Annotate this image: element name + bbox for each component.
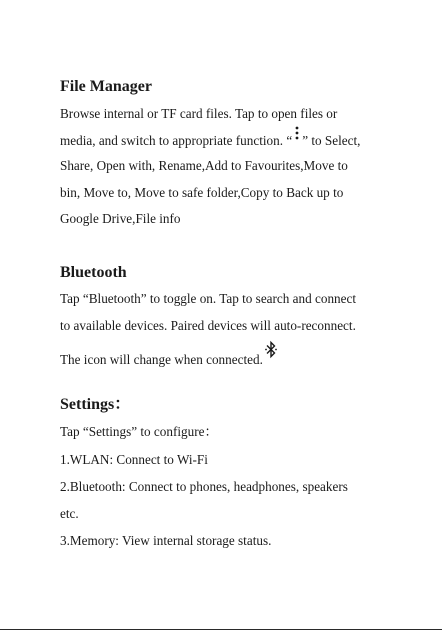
file-manager-text-line-4: bin, Move to, Move to safe folder,Copy to Back up to [60,185,344,200]
bluetooth-text-line-3-text: The icon will change when connected. [60,352,263,367]
settings-item-bluetooth: 2.Bluetooth: Connect to phones, headphones, speakers [60,479,348,494]
settings-item-bluetooth-continued: etc. [60,506,79,521]
bluetooth-connected-icon [265,340,277,360]
file-manager-heading: File Manager [60,78,152,95]
settings-item-memory: 3.Memory: View internal storage status. [60,533,272,548]
settings-item-wlan: 1.WLAN: Connect to Wi-Fi [60,452,208,467]
page-bottom-rule [0,629,442,630]
three-dots-vertical-icon [294,126,300,140]
file-manager-text-line-1: Browse internal or TF card files. Tap to open files or [60,106,338,121]
file-manager-text-line-5: Google Drive,File info [60,211,181,226]
settings-intro: Tap “Settings” to configure： [60,424,218,439]
file-manager-text-line-3: Share, Open with, Rename,Add to Favourites,Move to [60,158,348,173]
settings-heading: Settings： [60,396,131,413]
bluetooth-heading: Bluetooth [60,264,127,281]
bluetooth-text-line-2: to available devices. Paired devices will auto-reconnect. [60,318,356,333]
file-manager-text-line-2-end: ” to Select, [302,133,361,148]
file-manager-text-line-2 [60,131,360,150]
bluetooth-text-line-3 [60,344,277,369]
bluetooth-text-line-1: Tap “Bluetooth” to toggle on. Tap to search and connect [60,291,357,306]
file-manager-text-line-2-start: media, and switch to appropriate function. “ [60,133,293,148]
